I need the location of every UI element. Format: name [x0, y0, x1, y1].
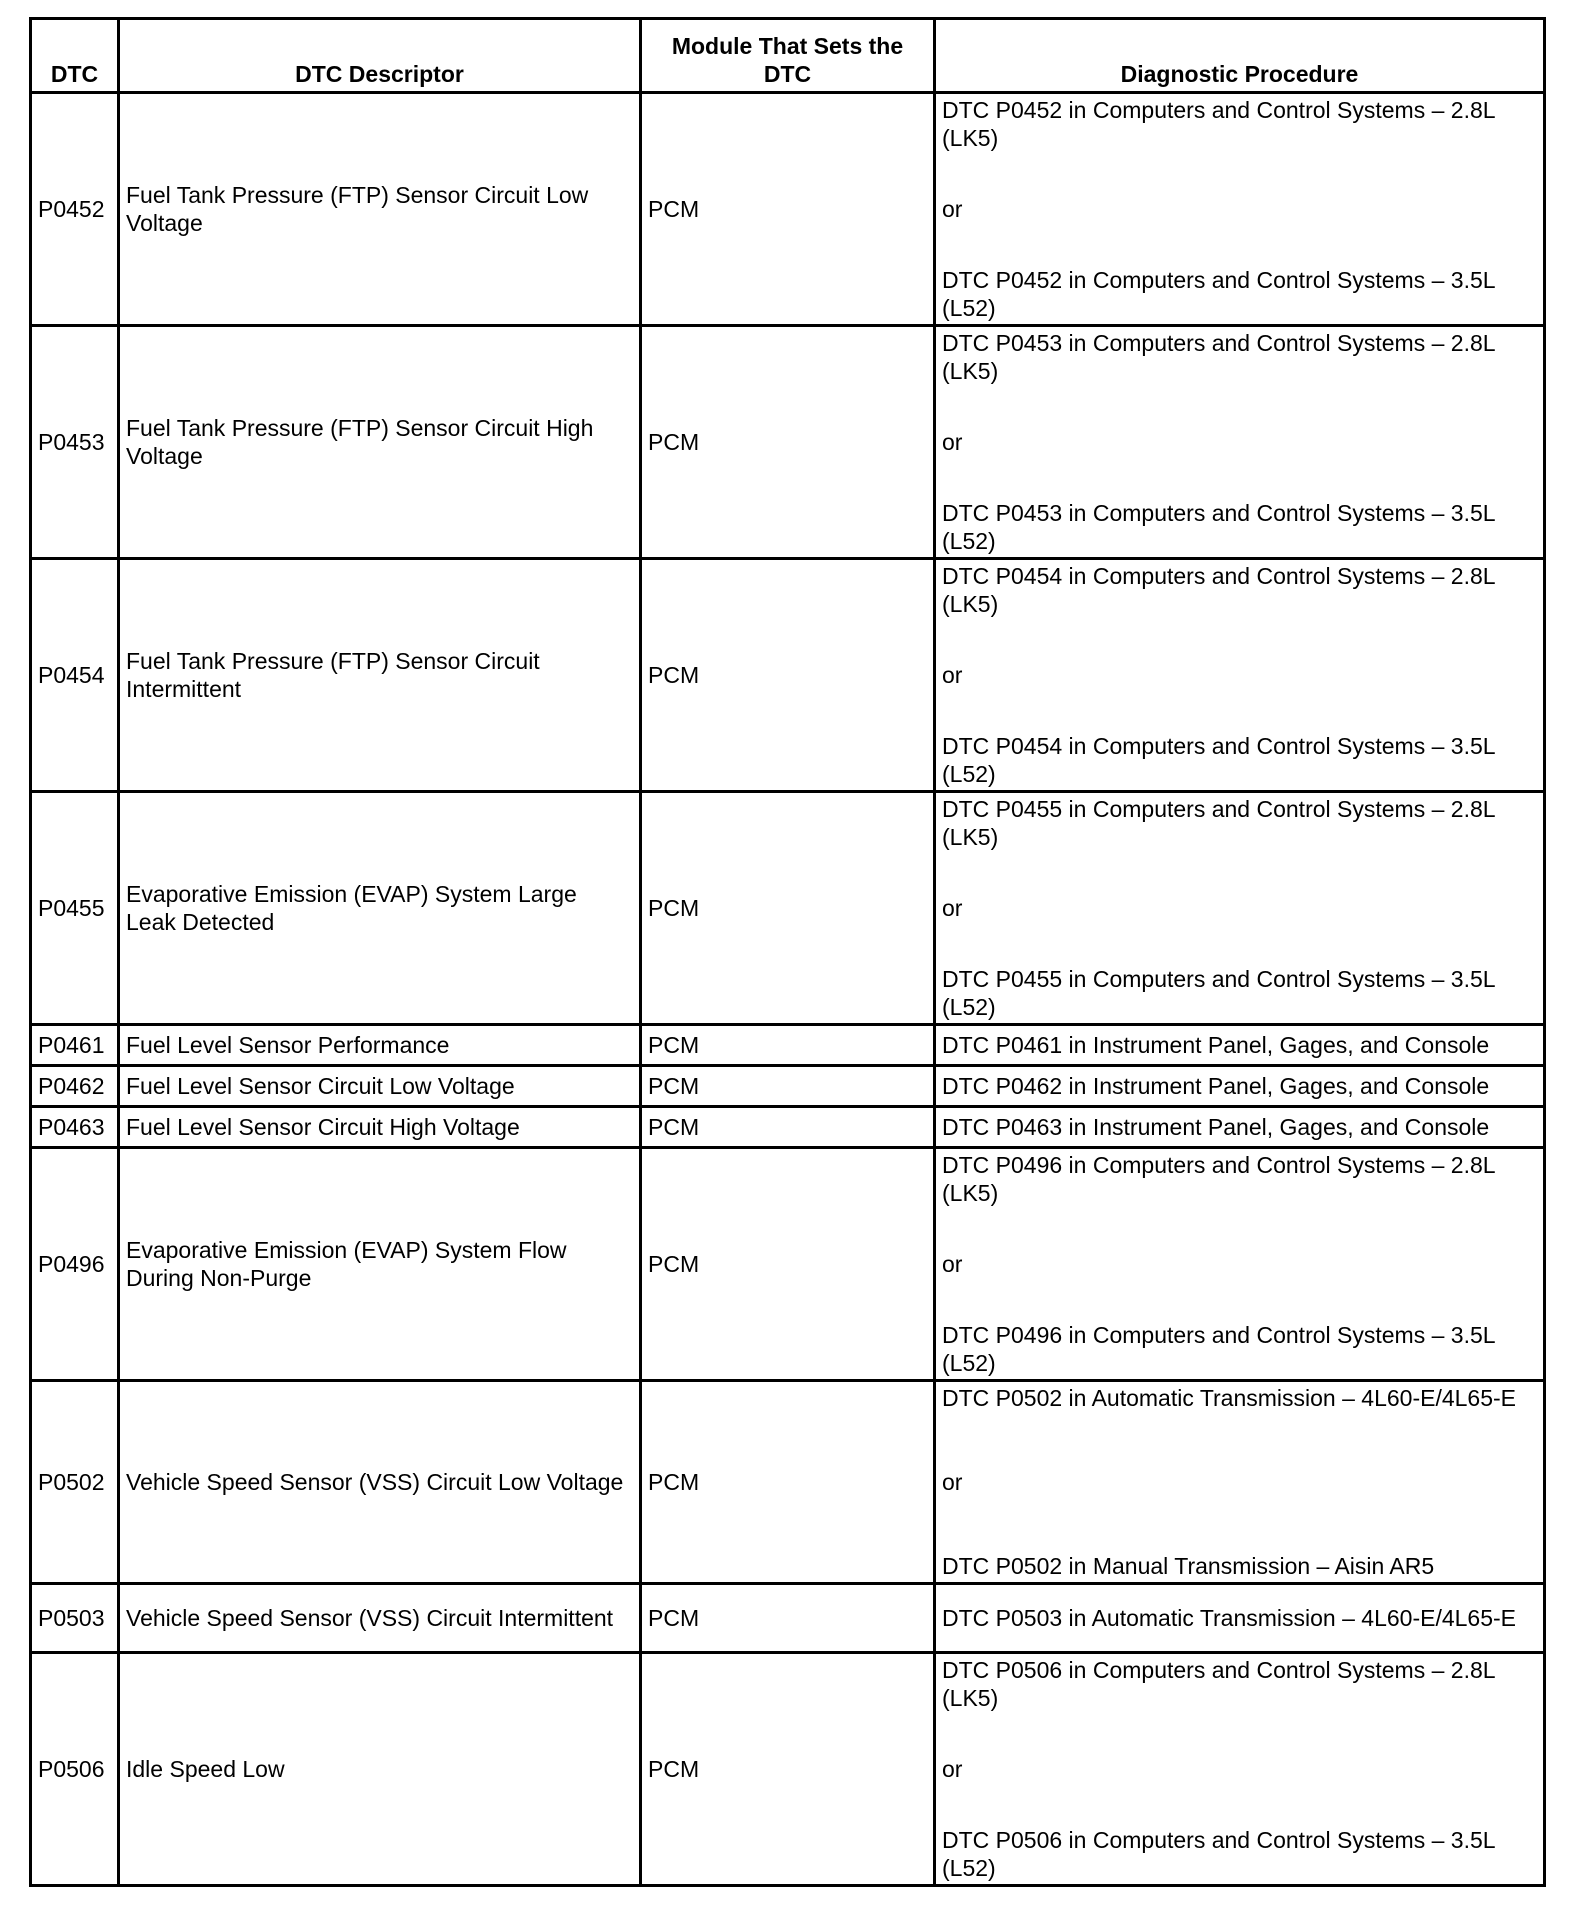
dtc-code: P0462	[31, 1066, 119, 1107]
procedure-cell	[935, 326, 1545, 559]
dtc-descriptor: Evaporative Emission (EVAP) System Large Leak Detected	[119, 792, 641, 1025]
procedure-cell	[935, 559, 1545, 792]
procedure-link[interactable]: DTC P0454 in Computers and Control Systems – 3.5L (L52)	[942, 733, 1495, 787]
procedure-or: or	[942, 196, 963, 222]
dtc-descriptor: Evaporative Emission (EVAP) System Flow During Non-Purge	[119, 1148, 641, 1381]
procedure-link[interactable]: DTC P0454 in Computers and Control Systems – 2.8L (LK5)	[942, 563, 1495, 617]
dtc-code: P0453	[31, 326, 119, 559]
dtc-descriptor: Vehicle Speed Sensor (VSS) Circuit Intermittent	[119, 1584, 641, 1653]
table-row	[31, 1066, 1545, 1107]
procedure-cell	[935, 1066, 1545, 1107]
procedure-or: or	[942, 429, 963, 455]
procedure-or: or	[942, 1469, 963, 1495]
procedure-link[interactable]: DTC P0463 in Instrument Panel, Gages, and Console	[942, 1114, 1490, 1140]
dtc-descriptor: Fuel Tank Pressure (FTP) Sensor Circuit Low Voltage	[119, 93, 641, 326]
procedure-link[interactable]: DTC P0455 in Computers and Control Systems – 3.5L (L52)	[942, 966, 1495, 1020]
module-cell: PCM	[641, 1584, 935, 1653]
module-cell: PCM	[641, 326, 935, 559]
procedure-link[interactable]: DTC P0503 in Automatic Transmission – 4L60-E/4L65-E	[942, 1605, 1517, 1631]
procedure-link[interactable]: DTC P0506 in Computers and Control Systems – 3.5L (L52)	[942, 1827, 1495, 1881]
table-row	[31, 1107, 1545, 1148]
procedure-cell	[935, 1107, 1545, 1148]
procedure-link[interactable]: DTC P0496 in Computers and Control Systems – 3.5L (L52)	[942, 1322, 1495, 1376]
dtc-code: P0455	[31, 792, 119, 1025]
dtc-descriptor: Fuel Tank Pressure (FTP) Sensor Circuit High Voltage	[119, 326, 641, 559]
procedure-link[interactable]: DTC P0502 in Manual Transmission – Aisin AR5	[942, 1553, 1435, 1579]
dtc-descriptor: Fuel Level Sensor Performance	[119, 1025, 641, 1066]
module-cell: PCM	[641, 1025, 935, 1066]
procedure-cell	[935, 1148, 1545, 1381]
table-row	[31, 1584, 1545, 1653]
header-descriptor: DTC Descriptor	[119, 19, 641, 93]
procedure-link[interactable]: DTC P0455 in Computers and Control Systems – 2.8L (LK5)	[942, 796, 1495, 850]
procedure-cell	[935, 1025, 1545, 1066]
dtc-descriptor: Fuel Level Sensor Circuit High Voltage	[119, 1107, 641, 1148]
dtc-code: P0463	[31, 1107, 119, 1148]
dtc-descriptor: Vehicle Speed Sensor (VSS) Circuit Low Voltage	[119, 1381, 641, 1584]
procedure-cell	[935, 93, 1545, 326]
procedure-or: or	[942, 662, 963, 688]
dtc-code: P0461	[31, 1025, 119, 1066]
procedure-link[interactable]: DTC P0462 in Instrument Panel, Gages, and Console	[942, 1073, 1490, 1099]
procedure-link[interactable]: DTC P0496 in Computers and Control Systems – 2.8L (LK5)	[942, 1152, 1495, 1206]
table-row	[31, 1148, 1545, 1381]
header-module: Module That Sets the DTC	[641, 19, 935, 93]
dtc-table	[29, 17, 1546, 1887]
dtc-code: P0496	[31, 1148, 119, 1381]
procedure-link[interactable]: DTC P0452 in Computers and Control Systems – 2.8L (LK5)	[942, 97, 1495, 151]
procedure-cell	[935, 1381, 1545, 1584]
procedure-link[interactable]: DTC P0506 in Computers and Control Systems – 2.8L (LK5)	[942, 1657, 1495, 1711]
procedure-or: or	[942, 895, 963, 921]
dtc-descriptor: Idle Speed Low	[119, 1653, 641, 1886]
table-row	[31, 326, 1545, 559]
procedure-link[interactable]: DTC P0502 in Automatic Transmission – 4L60-E/4L65-E	[942, 1385, 1517, 1411]
dtc-code: P0503	[31, 1584, 119, 1653]
table-row	[31, 559, 1545, 792]
table-row	[31, 1653, 1545, 1886]
procedure-link[interactable]: DTC P0453 in Computers and Control Systems – 3.5L (L52)	[942, 500, 1495, 554]
dtc-descriptor: Fuel Level Sensor Circuit Low Voltage	[119, 1066, 641, 1107]
header-row	[31, 19, 1545, 93]
procedure-cell	[935, 792, 1545, 1025]
table-header	[31, 19, 1545, 93]
module-cell: PCM	[641, 1148, 935, 1381]
procedure-cell	[935, 1653, 1545, 1886]
table-body	[31, 93, 1545, 1886]
dtc-code: P0452	[31, 93, 119, 326]
table-row	[31, 93, 1545, 326]
header-procedure: Diagnostic Procedure	[935, 19, 1545, 93]
module-cell: PCM	[641, 1381, 935, 1584]
module-cell: PCM	[641, 792, 935, 1025]
table-row	[31, 792, 1545, 1025]
module-cell: PCM	[641, 559, 935, 792]
module-cell: PCM	[641, 1107, 935, 1148]
table-row	[31, 1381, 1545, 1584]
dtc-descriptor: Fuel Tank Pressure (FTP) Sensor Circuit Intermittent	[119, 559, 641, 792]
procedure-or: or	[942, 1756, 963, 1782]
dtc-code: P0502	[31, 1381, 119, 1584]
module-cell: PCM	[641, 1066, 935, 1107]
procedure-or: or	[942, 1251, 963, 1277]
procedure-link[interactable]: DTC P0452 in Computers and Control Systems – 3.5L (L52)	[942, 267, 1495, 321]
procedure-link[interactable]: DTC P0461 in Instrument Panel, Gages, and Console	[942, 1032, 1490, 1058]
procedure-cell	[935, 1584, 1545, 1653]
table-row	[31, 1025, 1545, 1066]
dtc-code: P0506	[31, 1653, 119, 1886]
dtc-code: P0454	[31, 559, 119, 792]
header-dtc: DTC	[31, 19, 119, 93]
procedure-link[interactable]: DTC P0453 in Computers and Control Systems – 2.8L (LK5)	[942, 330, 1495, 384]
module-cell: PCM	[641, 1653, 935, 1886]
module-cell: PCM	[641, 93, 935, 326]
